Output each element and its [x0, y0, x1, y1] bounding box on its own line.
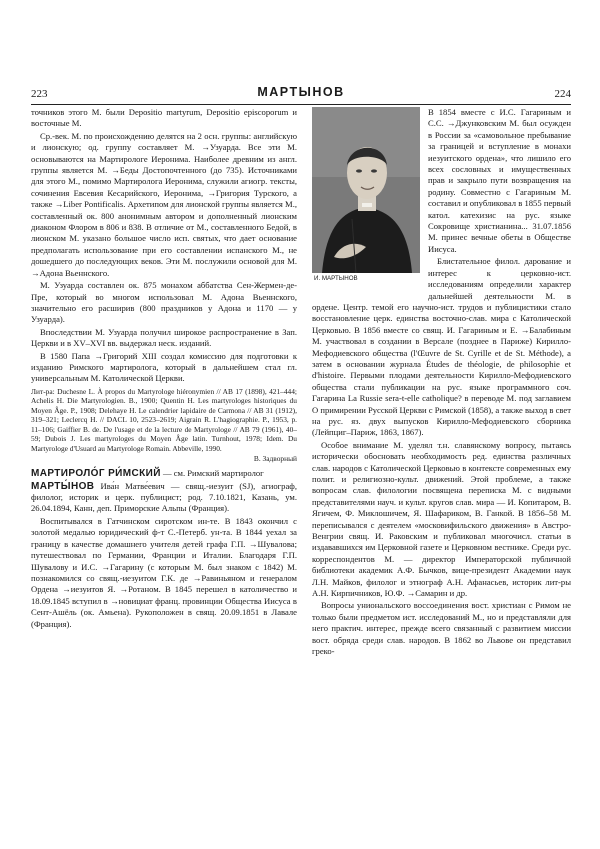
literature-list: Лит-ра: Duchesne L. À propos du Martyrologe hiéronymien // AB 17 (1898), 421–444; Achelis H. Die Martyrologien. B., 1900; Quentin H. Les martyrologes historiques du Moyen Âge. P., 1908; Delehaye H. Le calendrier lapidaire de Carmona // AB 31 (1912), 319–321; Leclercq H. // DACL 10, 2523–2619; Aigrain R. L'hagiographie. P., 1953, p. 11–106; Gaiffier B. de. De l'usage et de la lecture de Martyrologe // AB 79 (1961), 40–59; Dubois J. Les martyrologes du Moyen Âge latin. Turnhout, 1978; Idem. Du Martyrologe d'Usuard au Martyrologe Romain. Abbeville, 1990.: [31, 386, 297, 453]
paragraph: Блистательное филол. дарование и интерес к церковно-ист. исследованиям определили характер дальнейшей деятельности М. в ордене. Центр. темой его научно-ист. трудов и публицистики стало восстановление церк. единства восточно-слав. мира с Католической Церковью. В 1856 вместе со свящ. И. Гагариным и Е. →Балабиным М. участвовал в создании в Версале (позднее в Париже) Кирилло-Мефодиевского общества (l'Œuvre de St. Cyrille et de St. Méthode), а затем в основании журнала Études de théologie, de philosophie et d'histoire. Первыми плодами деятельности Кирилло-Мефодиевского общества стали публикации на рус. языке программного соч. Гагарина La Russie sera-t-elle catholique? в переводе М. под заглавием О примирении Русской Церкви с Римской (1858), а также выход в свет на рус. яз. двух выпусков Кирилло-Мефодиевского сборника (Лейпциг–Париж, 1863, 1867).: [312, 256, 571, 438]
paragraph: Ср.-век. М. по происхождению делятся на 2 осн. группы: английскую и лионскую; од. группу составляет М. →Узуарда. Все эти М. основываются на Мартирологе Иеронима. Наиболее древним из англ. группы является М. →Беды Достопочтенного (до 735). Источниками для этого М., помимо Мартиролога Иеронима, служили агиогр. тексты, сочинения Евсевия Кесарийского, Иеронима, →Григория Турского, а также →Liber Pontificalis. Архетипом для лионской группы является М., составленный ок. 800 анонимным автором и дополненный лионским диаконом Флором в 806 и 838. В отличие от М., составленного Бедой, в лионском М. указано большое число исп. святых, что дает основание предполагать использование при его составлении испанского М., не дошедшего до последующих веков. Эти М. послужили основой для М. →Адона Вьеннского.: [31, 130, 297, 278]
left-column: [31, 107, 297, 631]
paragraph: Вопросы униональского воссоединения вост. христиан с Римом не только были предметом ист. исследований М., но и представляли для него практич. интерес, прежде всего связанный с развитием миссии вост. обряда среди слав. народов. В 1862 во Львове он представил греко-: [312, 600, 571, 657]
photo-caption: И. МАРТЫНОВ: [314, 275, 358, 282]
header-rule: [31, 104, 571, 105]
entry-martynov: [31, 481, 297, 515]
headword: МАРТИРОЛО́Г РИ́МСКИЙ: [31, 468, 161, 480]
author-signature: В. Задворный: [253, 454, 297, 464]
headword: МАРТЫ́НОВ: [31, 480, 95, 492]
entry-cross-reference: [31, 468, 297, 479]
cross-reference-text: — см. Римский мартиролог: [160, 468, 264, 479]
paragraph: Особое внимание М. уделял т.н. славянскому вопросу, пытаясь исторически обосновать необходимость ред. единства различных слав. народов с Католической Церковью в контексте современных ему полит. и религиозно-культ. движений. Этой проблеме, а также вопросам слав. филологии посвящена переписка М. с видными представителями науч. и культ. кругов слав. мира — И. Копитаром, В. Ягичем, Ф. Миклошичем, Я. Шафариком, В. Ганкой. В 1856–58 М. переписывался с деятелем «московифильского движения» в Австро-Венгрии свящ. И. Раковским и публиковал многочисл. статьи в издававшихся им Церковной газете и Церковном вестнике. Среди рус. корреспондентов М. — директор Императорской публичной библиотеки академик А.Ф. Бычков, вице-президент Академии наук Л.Н. Майков, филолог и этнограф А.Н. Афанасьев, историк лит-ры А.Н. Кирпичников, Ю.Ф. →Самарин и др.: [312, 439, 571, 599]
page-number-right: 224: [554, 88, 571, 100]
paragraph: М. Узуарда составлен ок. 875 монахом аббатства Сен-Жермен-де-Пре, который во многом использовал М. Адона Вьеннского, значительно его расширив (800 праздников у Адона и 1170 — у Узуарда).: [31, 280, 297, 325]
portrait-figure: [312, 107, 420, 289]
paragraph: Воспитывался в Гатчинском сиротском ин-те. В 1843 окончил с золотой медалью юридический ф-т С.-Петерб. ун-та. В 1844 уехал за границу в качестве домашнего учителя детей графа Г.П. →Шувалова; путешествовал по Германии, Франции и Италии. Благодаря Г.П. Шувалову и И.С. →Гагарину (с которым М. был знаком с 1842) М. познакомился со свящ.-иезуитом Г.К. де →Равиньяном и генералом Ордена →иезуитов Я. →Ротаном. В 1845 перешел в католичество и 18.09.1845 вступил в →новициат франц. провинции Общества Иисуса в Сент-Ашёль (ок. Амьена). Рукоположен в свящ. 20.09.1851 в Лавале (Франция).: [31, 515, 297, 629]
paragraph: точников этого М. были Depositio martyrum, Depositio episcoporum и восточные М.: [31, 107, 297, 129]
paragraph: Впоследствии М. Узуарда получил широкое распространение в Зап. Церкви и в XV–XVI вв. выдержал неск. изданий.: [31, 326, 297, 349]
entry-lead-text: Ива́н Матве́евич — свящ.-иезуит (SJ), агиограф, филолог, историк и церк. публицист; род. 7.10.1821, Казань, ум. 26.04.1894, Канн, деп. Приморские Альпы (Франция).: [31, 480, 297, 514]
right-column: [312, 107, 571, 659]
page-header: [31, 87, 571, 105]
paragraph: В 1580 Папа →Григорий XIII создал комиссию для подготовки к изданию Римского мартиролога, который в дальнейшем стал гл. универсальным М. Католической Церкви.: [31, 350, 297, 384]
paragraph: В 1854 вместе с И.С. Гагариным и С.С. →Джунковским М. был осужден в России за «самовольное пребывание за границей и вступление в монахи иезуитского ордена», что лишило его всех сословных и имущественных прав и закрыло пути возвращения на родину. Совместно с Гагариным М. составил и опубликовал в 1855 первый катол. катехизис на рус. языке Сокровище христианина... 31.07.1856 М. принес вечные обеты в Обществе Иисуса.: [428, 107, 571, 254]
running-head: МАРТЫНОВ: [257, 85, 345, 99]
portrait-photo: [312, 107, 420, 273]
page-number-left: 223: [31, 88, 48, 100]
